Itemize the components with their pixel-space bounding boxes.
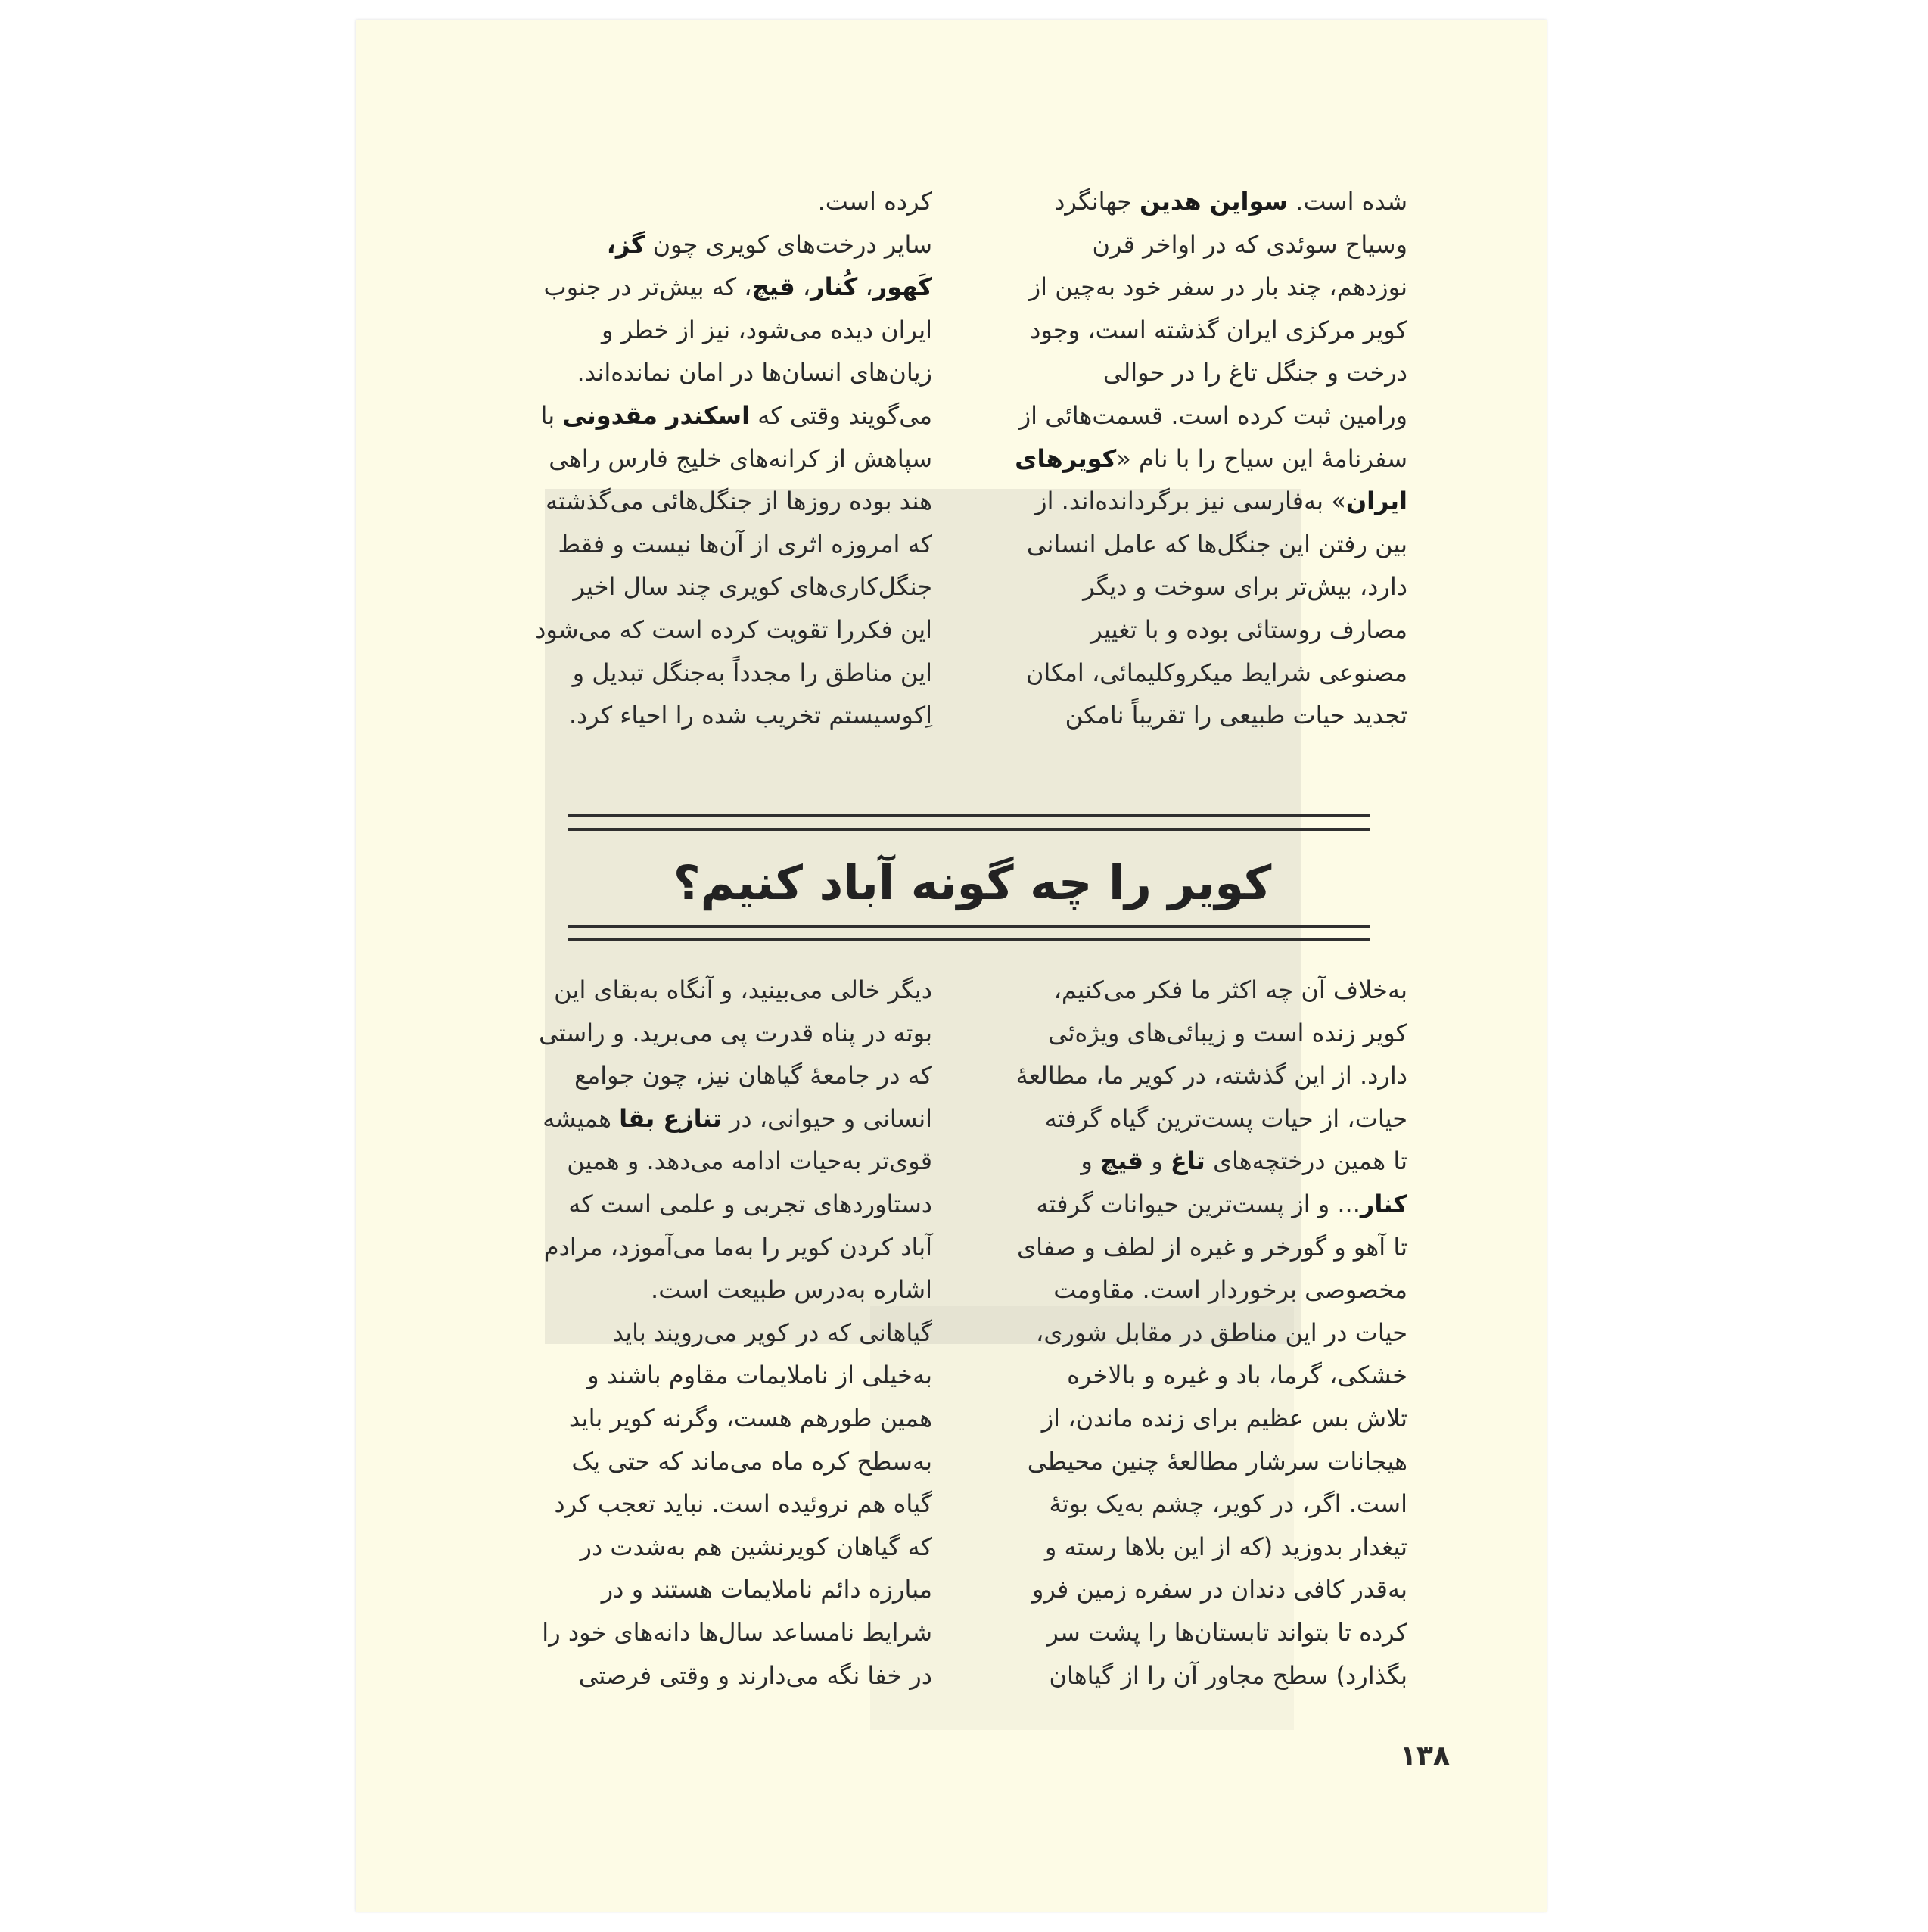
text-line: زیان‌های انسان‌ها در امان نمانده‌اند. bbox=[577, 358, 932, 387]
bold-term: کنار bbox=[1360, 1189, 1407, 1218]
text-line: اشاره به‌درس طبیعت است. bbox=[651, 1275, 932, 1305]
text-line: درخت و جنگل تاغ را در حوالی bbox=[1102, 358, 1407, 387]
text-line: گیاه هم نروئیده است. نباید تعجب کرد bbox=[554, 1489, 932, 1519]
bold-term: کَهور bbox=[872, 272, 932, 302]
text-line: این مناطق را مجدداً به‌جنگل تبدیل و bbox=[572, 658, 932, 687]
heading-rule-bottom-2 bbox=[568, 938, 1370, 941]
text-line: اِکوسیستم تخریب شده را احیاء کرد. bbox=[568, 701, 932, 730]
text-line: ایران» به‌فارسی نیز برگردانده‌اند. از bbox=[1035, 487, 1407, 516]
text-line: هند بوده روزها از جنگل‌هائی می‌گذشته bbox=[546, 487, 932, 516]
text-line: تا همین درختچه‌های تاغ و قیچ و bbox=[1081, 1146, 1407, 1176]
text-line: این فکررا تقویت کرده است که می‌شود bbox=[535, 614, 932, 644]
text-line: تلاش بس عظیم برای زنده ماندن، از bbox=[1041, 1403, 1407, 1433]
text-line: کنار... و از پست‌ترین حیوانات گرفته bbox=[1036, 1189, 1407, 1218]
text-line: هیجانات سرشار مطالعهٔ چنین محیطی bbox=[1027, 1446, 1407, 1476]
text-line: مصنوعی شرایط میکروکلیمائی، امکان bbox=[1025, 658, 1407, 687]
bold-term: قیچ bbox=[751, 272, 795, 302]
text-line: آباد کردن کویر را به‌ما می‌آموزد، مرادم bbox=[543, 1232, 932, 1262]
text-line: دارد، بیش‌تر برای سوخت و دیگر bbox=[1083, 572, 1407, 602]
text-line: است. اگر، در کویر، چشم به‌یک بوتهٔ bbox=[1049, 1489, 1407, 1519]
text-line: بگذارد) سطح مجاور آن را از گیاهان bbox=[1049, 1660, 1407, 1690]
text-line: سایر درخت‌های کویری چون گز، bbox=[606, 229, 932, 259]
bold-term: ایران bbox=[1345, 487, 1407, 516]
text-line: ورامین ثبت کرده است. قسمت‌هائی از bbox=[1018, 400, 1407, 430]
text-line: که امروزه اثری از آن‌ها نیست و فقط bbox=[558, 529, 932, 558]
bold-term: کویرهای bbox=[1015, 443, 1117, 473]
text-column-top-left bbox=[508, 180, 932, 737]
page-number: ۱۳۸ bbox=[1400, 1741, 1450, 1772]
text-line: دستاوردهای تجربی و علمی است که bbox=[568, 1189, 932, 1218]
heading-rule-top-2 bbox=[568, 828, 1370, 831]
text-line: سفرنامهٔ این سیاح را با نام «کویرهای bbox=[1015, 443, 1407, 473]
text-line: کَهور، کُنار، قیچ، که بیش‌تر در جنوب bbox=[543, 272, 932, 302]
bold-term: تنازع بقا bbox=[619, 1103, 722, 1133]
text-line: جنگل‌کاری‌های کویری چند سال اخیر bbox=[573, 572, 932, 602]
text-line: مخصوصی برخوردار است. مقاومت bbox=[1053, 1275, 1407, 1305]
text-line: خشکی، گرما، باد و غیره و بالاخره bbox=[1067, 1361, 1407, 1390]
text-line: حیات، از حیات پست‌ترین گیاه گرفته bbox=[1044, 1103, 1407, 1133]
text-line: کویر زنده است و زیبائی‌های ویژه‌ئی bbox=[1047, 1018, 1407, 1047]
text-line: قوی‌تر به‌حیات ادامه می‌دهد. و همین bbox=[567, 1146, 932, 1176]
bold-term: اسکندر مقدونی bbox=[562, 400, 751, 430]
text-line: کرده است. bbox=[817, 187, 932, 216]
text-line: که گیاهان کویرنشین هم به‌شدت در bbox=[580, 1532, 932, 1561]
bold-term: قیچ bbox=[1100, 1146, 1144, 1176]
text-line: تیغدار بدوزید (که از این بلاها رسته و bbox=[1044, 1532, 1407, 1561]
bold-term: گز، bbox=[606, 229, 645, 259]
text-line: شرایط نامساعد سال‌ها دانه‌های خود را bbox=[542, 1617, 932, 1647]
text-line: به‌قدر کافی دندان در سفره زمین فرو bbox=[1031, 1575, 1407, 1604]
text-line: تا آهو و گورخر و غیره از لطف و صفای bbox=[1017, 1232, 1407, 1262]
bold-term: تاغ bbox=[1170, 1146, 1205, 1176]
text-column-top-right bbox=[984, 180, 1407, 737]
text-line: سپاهش از کرانه‌های خلیج فارس راهی bbox=[549, 443, 932, 473]
text-line: می‌گویند وقتی که اسکندر مقدونی با bbox=[540, 400, 932, 430]
text-line: نوزدهم، چند بار در سفر خود به‌چین از bbox=[1028, 272, 1407, 302]
text-line: همین طورهم هست، وگرنه کویر باید bbox=[568, 1403, 932, 1433]
bold-term: کُنار bbox=[810, 272, 858, 302]
text-line: دارد. از این گذشته، در کویر ما، مطالعهٔ bbox=[1015, 1061, 1407, 1090]
text-line: به‌خیلی از ناملایمات مقاوم باشند و bbox=[587, 1361, 932, 1390]
text-line: انسانی و حیوانی، در تنازع بقا همیشه bbox=[543, 1103, 932, 1133]
text-line: مصارف روستائی بوده و با تغییر bbox=[1090, 614, 1407, 644]
text-line: دیگر خالی می‌بینید، و آنگاه به‌بقای این bbox=[554, 975, 932, 1004]
text-line: تجدید حیات طبیعی را تقریباً نامکن bbox=[1065, 701, 1407, 730]
text-line: که در جامعهٔ گیاهان نیز، چون جوامع bbox=[574, 1061, 932, 1090]
text-line: بوته در پناه قدرت پی می‌برید. و راستی bbox=[539, 1018, 932, 1047]
bold-term: سواین هدین bbox=[1140, 187, 1288, 216]
section-heading: کویر را چه گونه آباد کنیم؟ bbox=[673, 855, 1272, 910]
text-line: مبارزه دائم ناملایمات هستند و در bbox=[601, 1575, 932, 1604]
text-line: بین رفتن این جنگل‌ها که عامل انسانی bbox=[1026, 529, 1407, 558]
text-line: ایران دیده می‌شود، نیز از خطر و bbox=[601, 315, 932, 344]
text-line: شده است. سواین هدین جهانگرد bbox=[1054, 187, 1407, 216]
heading-rule-top-1 bbox=[568, 814, 1370, 817]
text-line: وسیاح سوئدی که در اواخر قرن bbox=[1092, 229, 1407, 259]
text-line: گیاهانی که در کویر می‌رویند باید bbox=[612, 1318, 932, 1347]
text-line: کویر مرکزی ایران گذشته است، وجود bbox=[1030, 315, 1407, 344]
text-line: کرده تا بتواند تابستان‌ها را پشت سر bbox=[1046, 1617, 1407, 1647]
text-column-bottom-right bbox=[984, 969, 1407, 1697]
text-line: در خفا نگه می‌دارند و وقتی فرصتی bbox=[578, 1660, 932, 1690]
text-line: حیات در این مناطق در مقابل شوری، bbox=[1036, 1318, 1407, 1347]
text-line: به‌خلاف آن چه اکثر ما فکر می‌کنیم، bbox=[1053, 975, 1407, 1004]
text-column-bottom-left bbox=[508, 969, 932, 1697]
text-line: به‌سطح کره ماه می‌ماند که حتی یک bbox=[571, 1446, 932, 1476]
heading-rule-bottom-1 bbox=[568, 925, 1370, 928]
